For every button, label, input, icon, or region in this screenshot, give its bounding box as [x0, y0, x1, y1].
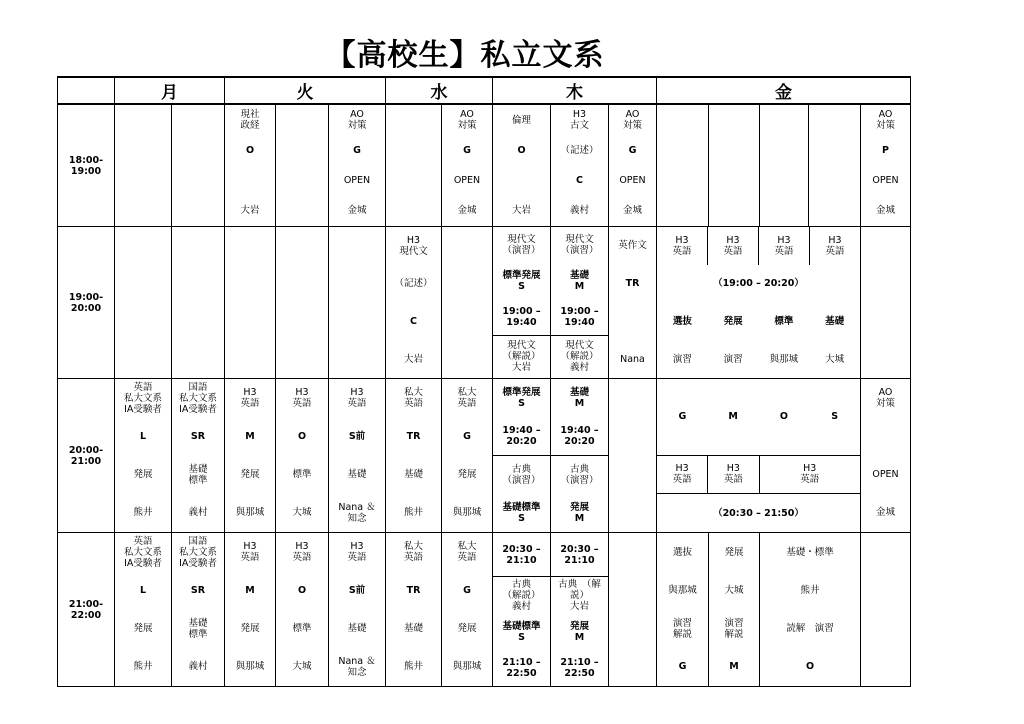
class-cell: 私大 英語 TR 基礎 熊井: [386, 533, 442, 687]
day-header-row: [58, 77, 911, 104]
slot-row-2: [58, 227, 911, 379]
class-cell: 国語 私大文系 IA受験者 SR 基礎 標準 義村: [172, 533, 225, 687]
class-cell: 現社 政経 O 大岩: [225, 104, 276, 227]
day-thu: 木: [493, 77, 657, 104]
day-mon: 月: [115, 77, 225, 104]
class-cell: H3 英語 M 発展 與那城: [225, 379, 276, 533]
day-tue: 火: [225, 77, 386, 104]
class-cell: 英語 私大文系 IA受験者 L 発展 熊井: [115, 533, 172, 687]
day-fri: 金: [657, 77, 911, 104]
class-cell: 英作文 TR Nana: [609, 227, 657, 379]
empty-cell: [172, 227, 225, 379]
slot-row-1: [58, 104, 911, 227]
empty-cell: [861, 227, 911, 379]
empty-cell: [809, 104, 861, 227]
class-cell: 私大 英語 G 発展 與那城: [442, 533, 493, 687]
timetable: [57, 76, 911, 687]
time-label: 20:00- 21:00: [58, 379, 115, 533]
time-label: 19:00- 20:00: [58, 227, 115, 379]
class-cell: AO 対策 P OPEN 金城: [861, 104, 911, 227]
time-label: 21:00- 22:00: [58, 533, 115, 687]
corner-cell: [58, 77, 115, 104]
class-cell: 20:30 – 21:10 古典 （解 説） 大岩 発展 M 21:10 – 22:50: [551, 533, 609, 687]
class-cell-group: H3 英語 H3 英語 H3 英語 H3 英語 （19:00 – 20:20） 選抜 発展 標準 基礎 演習 演習 與那城 大城: [657, 227, 861, 379]
empty-cell: [276, 227, 329, 379]
page-title: 【高校生】私立文系: [325, 38, 605, 73]
empty-cell: [861, 533, 911, 687]
empty-cell: [115, 104, 172, 227]
empty-cell: [225, 227, 276, 379]
empty-cell: [276, 104, 329, 227]
empty-cell: [329, 227, 386, 379]
class-cell: AO 対策 G OPEN 金城: [329, 104, 386, 227]
empty-cell: [442, 227, 493, 379]
class-cell: 倫理 O 大岩: [493, 104, 551, 227]
empty-cell: [386, 104, 442, 227]
empty-cell: [609, 379, 657, 533]
empty-cell: [709, 104, 760, 227]
slot-row-4: [58, 533, 911, 687]
class-cell: 英語 私大文系 IA受験者 L 発展 熊井: [115, 379, 172, 533]
class-cell: 標準発展 S 19:40 – 20:20 古典 （演習） 基礎標準 S: [493, 379, 551, 533]
empty-cell: [115, 227, 172, 379]
class-cell: 基礎・標準 熊井 読解 演習 O: [760, 533, 861, 687]
class-cell: 発展 大城 演習 解説 M: [709, 533, 760, 687]
empty-cell: [609, 533, 657, 687]
empty-cell: [172, 104, 225, 227]
empty-cell: [760, 104, 809, 227]
time-label: 18:00- 19:00: [58, 104, 115, 227]
class-cell: 私大 英語 G 発展 與那城: [442, 379, 493, 533]
class-cell: H3 現代文 （記述） C 大岩: [386, 227, 442, 379]
empty-cell: [657, 104, 709, 227]
class-cell: H3 英語 O 標準 大城: [276, 379, 329, 533]
class-cell: H3 英語 S前 基礎 Nana ＆ 知念: [329, 533, 386, 687]
class-cell: AO 対策 G OPEN 金城: [442, 104, 493, 227]
class-cell: 20:30 – 21:10 古典 （解説） 義村 基礎標準 S 21:10 – 22:50: [493, 533, 551, 687]
class-cell: 現代文 （演習） 標準発展 S 19:00 – 19:40 現代文 （解説） 大岩: [493, 227, 551, 379]
day-wed: 水: [386, 77, 493, 104]
class-cell: H3 英語 O 標準 大城: [276, 533, 329, 687]
class-cell: 私大 英語 TR 基礎 熊井: [386, 379, 442, 533]
class-cell-group: G M O S H3 英語 H3 英語 H3 英語 （20:30 – 21:50）: [657, 379, 861, 533]
class-cell: 現代文 （演習） 基礎 M 19:00 – 19:40 現代文 （解説） 義村: [551, 227, 609, 379]
class-cell: 国語 私大文系 IA受験者 SR 基礎 標準 義村: [172, 379, 225, 533]
class-cell: 選抜 與那城 演習 解説 G: [657, 533, 709, 687]
class-cell: H3 古文 （記述） C 義村: [551, 104, 609, 227]
class-cell: 基礎 M 19:40 – 20:20 古典 （演習） 発展 M: [551, 379, 609, 533]
class-cell: AO 対策 G OPEN 金城: [609, 104, 657, 227]
class-cell: H3 英語 M 発展 與那城: [225, 533, 276, 687]
slot-row-3: [58, 379, 911, 533]
class-cell: H3 英語 S前 基礎 Nana ＆ 知念: [329, 379, 386, 533]
class-cell: AO 対策 OPEN 金城: [861, 379, 911, 533]
